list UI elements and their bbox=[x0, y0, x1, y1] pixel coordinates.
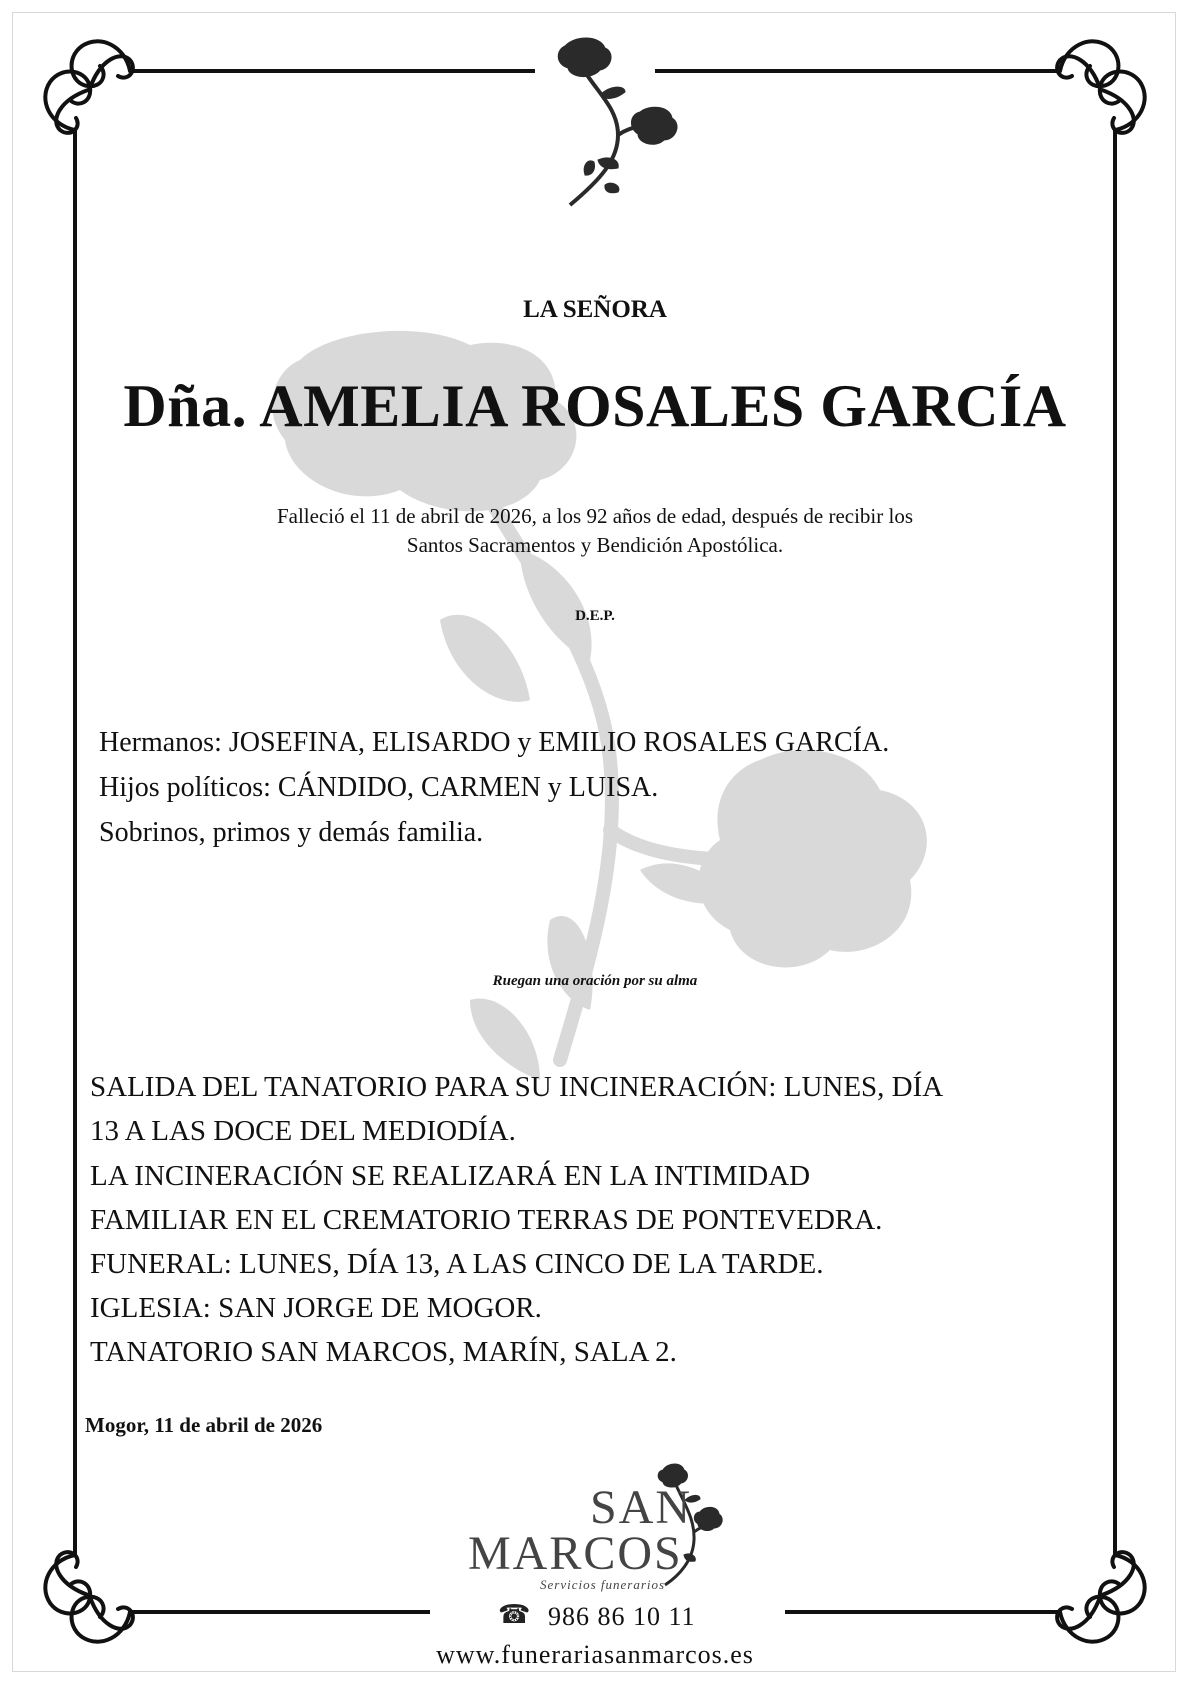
telephone-icon: ☎ bbox=[498, 1600, 531, 1629]
logo-text-san: SAN bbox=[590, 1481, 693, 1534]
corner-ornament-bottom-right bbox=[1057, 1552, 1145, 1642]
logo-subtitle: Servicios funerarios bbox=[540, 1577, 666, 1592]
service-line: FAMILIAR EN EL CREMATORIO TERRAS DE PONTEVEDRA. bbox=[90, 1204, 883, 1236]
family-line-siblings: Hermanos: JOSEFINA, ELISARDO y EMILIO ROSALES GARCÍA. bbox=[99, 727, 890, 758]
top-flower-icon bbox=[558, 38, 677, 205]
death-announcement bbox=[0, 502, 1190, 560]
corner-ornament-bottom-left bbox=[45, 1552, 133, 1642]
death-line-2: Santos Sacramentos y Bendición Apostólica. bbox=[406, 533, 784, 557]
logo-text-marcos: MARCOS bbox=[468, 1527, 683, 1580]
deceased-name: Dña. AMELIA ROSALES GARCÍA bbox=[123, 373, 1067, 439]
corner-ornament-top-left bbox=[45, 41, 133, 133]
phone-number: 986 86 10 11 bbox=[548, 1602, 696, 1631]
prayer-request: Ruegan una oración por su alma bbox=[492, 973, 698, 989]
website-link[interactable]: www.funerariasanmarcos.es bbox=[436, 1640, 754, 1669]
place-date: Mogor, 11 de abril de 2026 bbox=[85, 1413, 323, 1437]
family-line-relatives: Sobrinos, primos y demás familia. bbox=[99, 817, 484, 848]
dep-label: D.E.P. bbox=[575, 608, 615, 624]
service-line: LA INCINERACIÓN SE REALIZARÁ EN LA INTIMIDAD bbox=[90, 1160, 811, 1192]
service-line: IGLESIA: SAN JORGE DE MOGOR. bbox=[90, 1292, 542, 1324]
service-line: SALIDA DEL TANATORIO PARA SU INCINERACIÓN: LUNES, DÍA bbox=[90, 1071, 944, 1103]
service-line: 13 A LAS DOCE DEL MEDIODÍA. bbox=[90, 1115, 516, 1147]
service-line: TANATORIO SAN MARCOS, MARÍN, SALA 2. bbox=[90, 1336, 677, 1368]
title-prefix: LA SEÑORA bbox=[523, 296, 667, 323]
death-line-1: Falleció el 11 de abril de 2026, a los 92 años de edad, después de recibir los bbox=[276, 504, 914, 528]
family-line-in-laws: Hijos políticos: CÁNDIDO, CARMEN y LUISA. bbox=[99, 772, 659, 803]
corner-ornament-top-right bbox=[1057, 41, 1145, 133]
service-line: FUNERAL: LUNES, DÍA 13, A LAS CINCO DE LA TARDE. bbox=[90, 1248, 824, 1280]
